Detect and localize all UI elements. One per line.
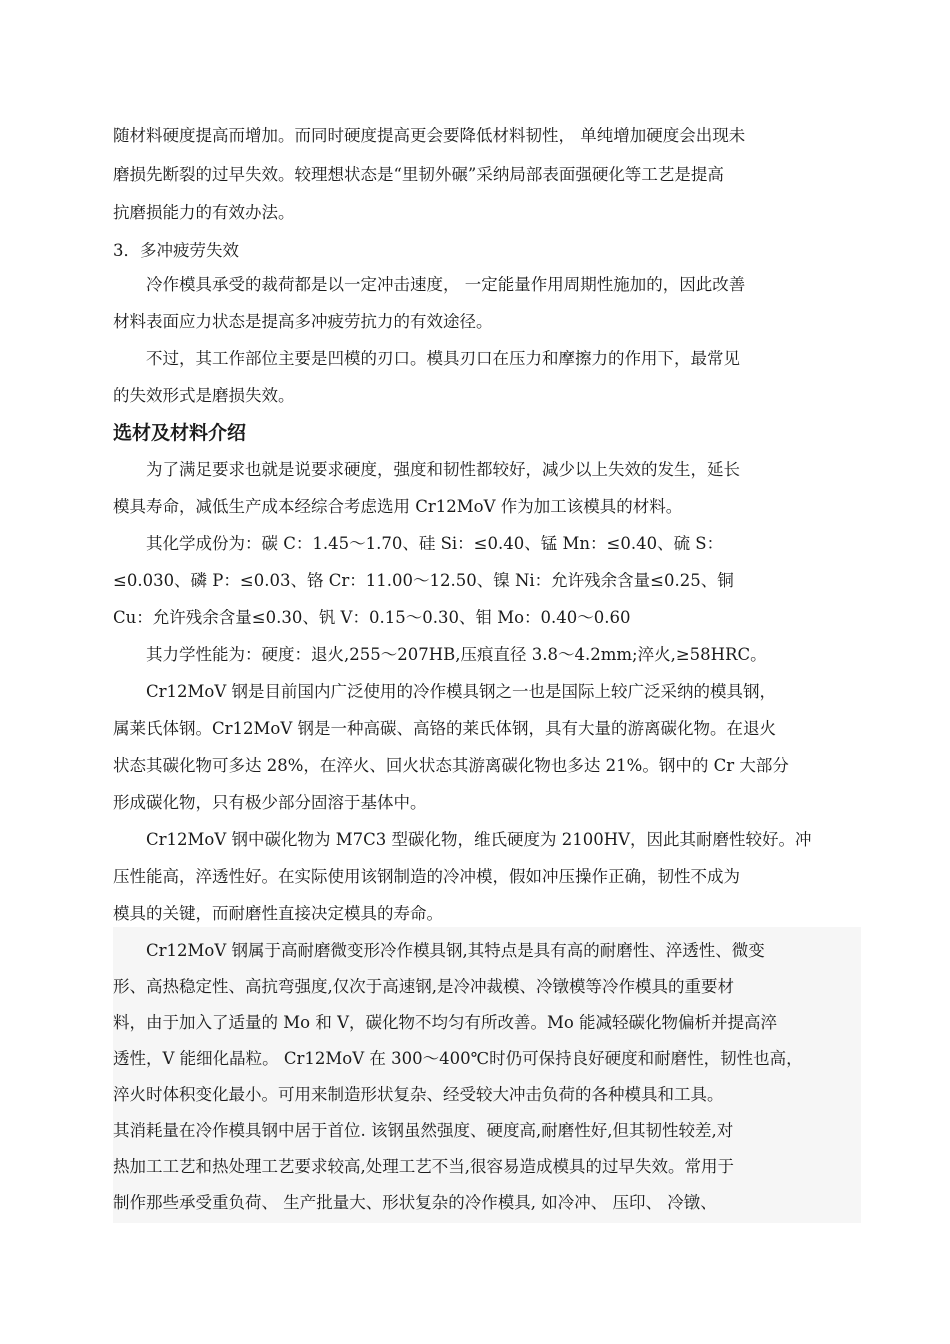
text-line: 状态其碳化物可多达 28%，在淬火、回火状态其游离碳化物也多达 21%。钢中的 Cr 大部分 [113, 756, 789, 775]
text-line: 材料表面应力状态是提高多冲疲劳抗力的有效途径。 [113, 312, 493, 331]
text-line: Cr12MoV 钢属于高耐磨微变形冷作模具钢,其特点是具有高的耐磨性、淬透性、微变 [113, 941, 765, 960]
list-item-heading: 3．多冲疲劳失效 [113, 241, 239, 260]
text-line: 其消耗量在冷作模具钢中居于首位. 该钢虽然强度、硬度高,耐磨性好,但其韧性较差,对 [113, 1121, 734, 1140]
text-line: 冷作模具承受的裁荷都是以一定冲击速度， 一定能量作用周期性施加的，因此改善 [113, 275, 746, 294]
text-line: 透性，V 能细化晶粒。 Cr12MoV 在 300～400℃时仍可保持良好硬度和耐磨性，韧性也高， [113, 1049, 803, 1068]
text-line: 为了满足要求也就是说要求硬度，强度和韧性都较好，减少以上失效的发生，延长 [113, 460, 740, 479]
text-line: 的失效形式是磨损失效。 [113, 386, 295, 405]
text-line: 料，由于加入了适量的 Mo 和 V，碳化物不均匀有所改善。Mo 能减轻碳化物偏析并提高淬 [113, 1013, 778, 1032]
text-line: 属莱氏体钢。Cr12MoV 钢是一种高碳、高铬的莱氏体钢，具有大量的游离碳化物。在退火 [113, 719, 776, 738]
text-line: 压性能高，淬透性好。在实际使用该钢制造的冷冲模，假如冲压操作正确，韧性不成为 [113, 867, 740, 886]
text-line: 形、高热稳定性、高抗弯强度,仅次于高速钢,是冷冲裁模、冷镦模等冷作模具的重要材 [113, 977, 734, 996]
text-line: 模具寿命，减低生产成本经综合考虑选用 Cr12MoV 作为加工该模具的材料。 [113, 497, 683, 516]
text-line: 其力学性能为：硬度：退火,255～207HB,压痕直径 3.8～4.2mm;淬火,≥58HRC。 [113, 645, 767, 664]
text-line: 形成碳化物，只有极少部分固溶于基体中。 [113, 793, 427, 812]
text-line: Cr12MoV 钢是目前国内广泛使用的冷作模具钢之一也是国际上较广泛采纳的模具钢， [113, 682, 776, 701]
text-line: 磨损先断裂的过早失效。较理想状态是“里韧外碾”采纳局部表面强硬化等工艺是提高 [113, 165, 724, 184]
text-line: 随材料硬度提高而增加。而同时硬度提高更会要降低材料韧性， 单纯增加硬度会出现未 [113, 126, 746, 145]
text-line: 其化学成份为：碳 C：1.45～1.70、硅 Si：≤0.40、锰 Mn：≤0.40、硫 S： [113, 534, 724, 553]
text-line: 不过，其工作部位主要是凹模的刃口。模具刃口在压力和摩擦力的作用下，最常见 [113, 349, 740, 368]
section-heading: 选材及材料介绍 [113, 422, 247, 444]
highlighted-passage-background [113, 927, 861, 1223]
text-line: 模具的关键，而耐磨性直接决定模具的寿命。 [113, 904, 443, 923]
text-line: Cr12MoV 钢中碳化物为 M7C3 型碳化物，维氏硬度为 2100HV，因此其耐磨性较好。冲 [113, 830, 812, 849]
text-line: 抗磨损能力的有效办法。 [113, 203, 295, 222]
text-line: 热加工工艺和热处理工艺要求较高,处理工艺不当,很容易造成模具的过早失效。常用于 [113, 1157, 734, 1176]
text-line: 淬火时体积变化最小。可用来制造形状复杂、经受较大冲击负荷的各种模具和工具。 [113, 1085, 724, 1104]
text-line: ≤0.030、磷 P：≤0.03、铬 Cr：11.00～12.50、镍 Ni：允许残余含量≤0.25、铜 [113, 571, 734, 590]
text-line: 制作那些承受重负荷、 生产批量大、形状复杂的冷作模具, 如冷冲、 压印、 冷镦、 [113, 1193, 717, 1212]
text-line: Cu：允许残余含量≤0.30、钒 V：0.15～0.30、钼 Mo：0.40～0.60 [113, 608, 631, 627]
